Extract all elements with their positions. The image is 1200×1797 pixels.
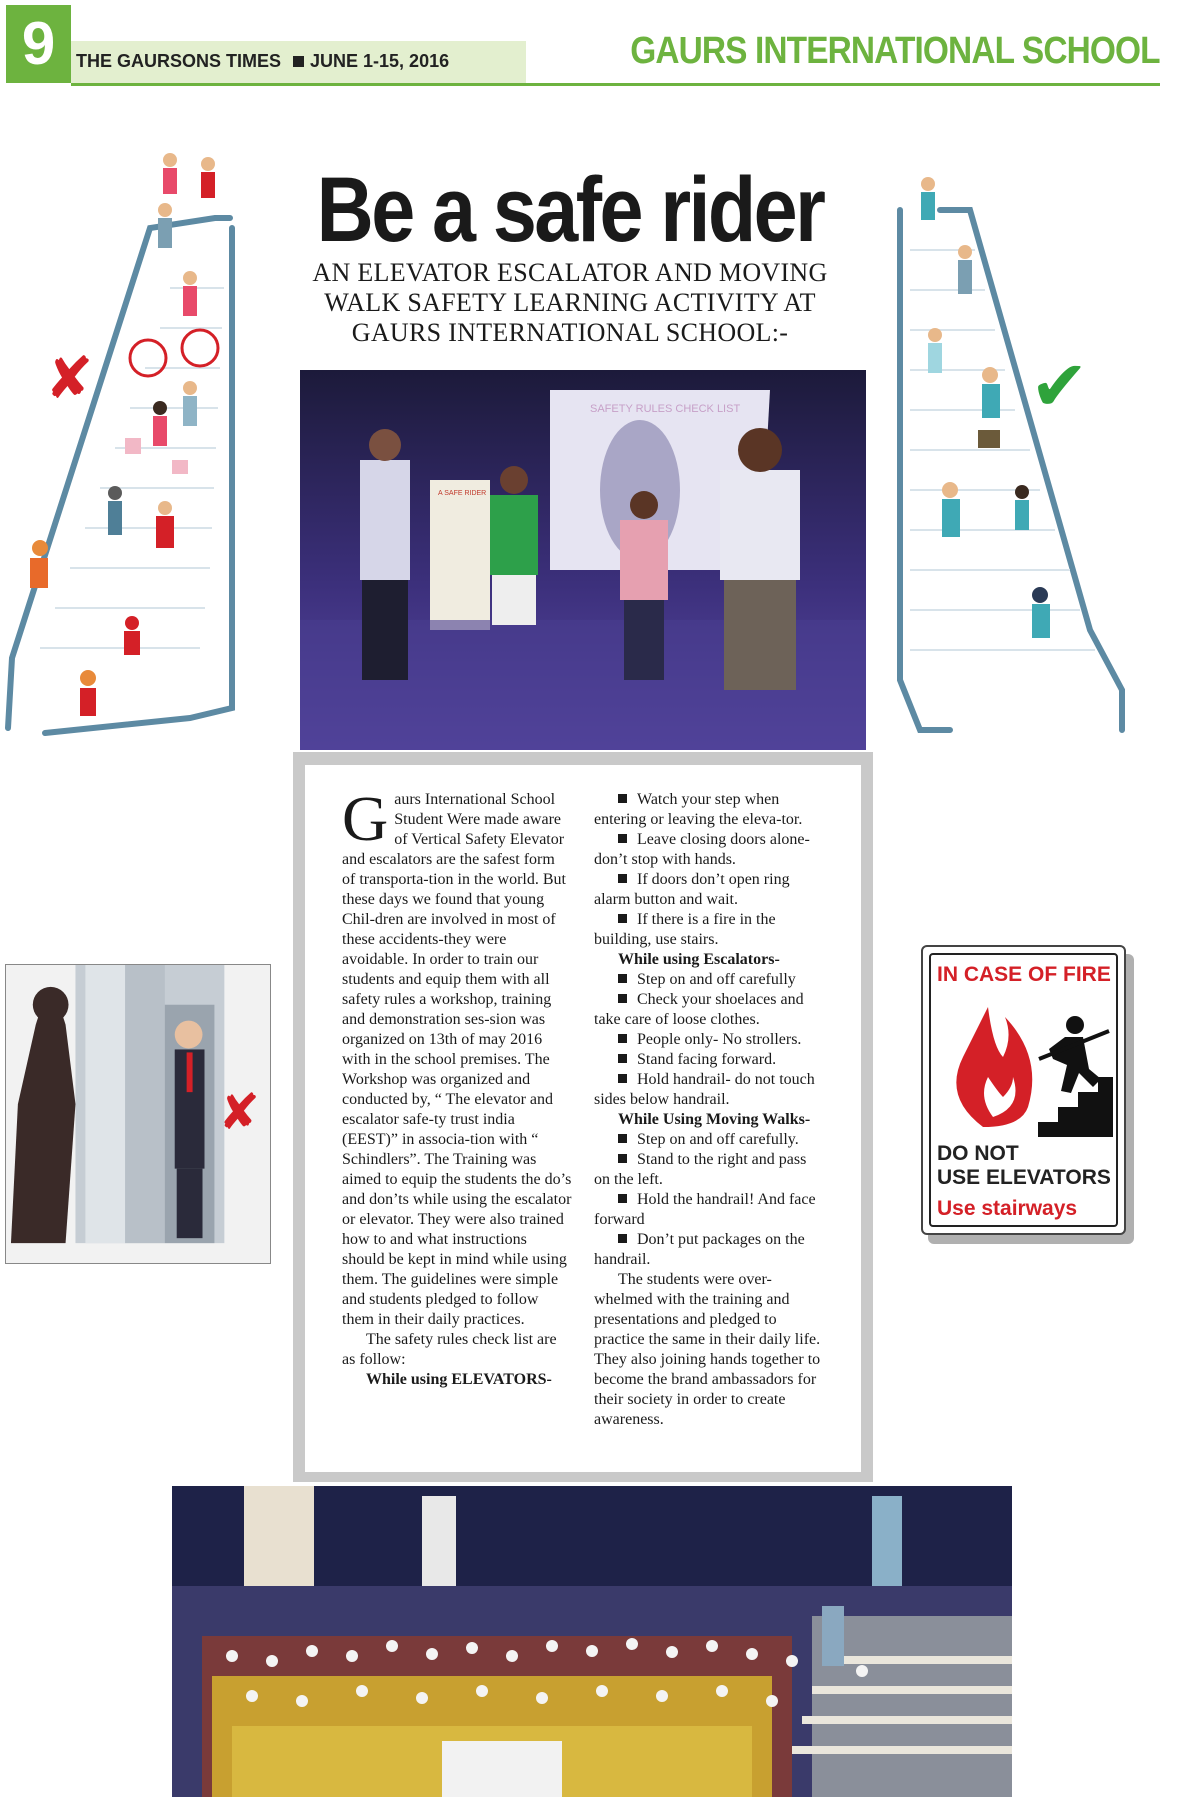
article-subtitle xyxy=(280,258,860,348)
fire-sign-top-text: IN CASE OF FIRE xyxy=(937,963,1111,986)
issue-date: JUNE 1-15, 2016 xyxy=(310,51,450,71)
unsafe-escalator-illustration xyxy=(0,148,245,758)
school-name: GAURS INTERNATIONAL SCHOOL xyxy=(630,30,1160,72)
elevator-door-illustration xyxy=(5,964,271,1264)
header-rule xyxy=(71,83,1160,86)
list-item: Leave closing doors alone-don’t stop with hands. xyxy=(594,830,824,870)
people-figures xyxy=(30,153,218,716)
list-item: Stand to the right and pass on the left. xyxy=(594,1150,824,1190)
publication-line xyxy=(76,51,449,72)
list-item: Hold handrail- do not touch sides below handrail. xyxy=(594,1070,824,1110)
fire-sign-warning xyxy=(937,1142,1111,1190)
check-icon: ✔ xyxy=(1030,345,1089,427)
fire-sign-warning-line-1: DO NOT xyxy=(937,1142,1019,1165)
cross-icon: ✘ xyxy=(45,344,94,412)
list-item: Step on and off carefully. xyxy=(594,1130,824,1150)
intro-paragraph xyxy=(342,783,572,1330)
safe-escalator-illustration xyxy=(890,170,1130,740)
separator-square-icon xyxy=(293,56,304,67)
drop-cap: G xyxy=(342,783,389,854)
list-item: Check your shoelaces and take care of loose clothes. xyxy=(594,990,824,1030)
fire-sign-bottom-text: Use stairways xyxy=(937,1197,1078,1220)
subtitle-line: AN ELEVATOR ESCALATOR AND MOVING xyxy=(312,258,828,287)
fire-safety-sign xyxy=(921,945,1126,1235)
list-item: If doors don’t open ring alarm button and wait. xyxy=(594,870,824,910)
list-item: People only- No strollers. xyxy=(594,1030,824,1050)
students-auditorium-photo xyxy=(172,1486,1012,1797)
intro-text: aurs International School Student Were made aware of Vertical Safety Elevator and escalators are the safest form of transporta-tion in the world. But these days we found that young Chil-dren are involved in most of these accidents-they were avoidable. In order to train our students and equip them with all safety rules a workshop, training and demonstration ses-sion was organized on 13th of may 2016 with in the school premises. The Workshop was organized and conducted by, “ The elevator and escalator safe-ty trust india (EEST)” in associa-tion with “ Schindlers”. The Training was aimed to equip the students the do’s and don’ts while using the escalator or elevator. They were also trained how to and what instructions should be kept in mind while using them. The guidelines were simple and students pledged to follow them in their daily practices. xyxy=(342,791,572,1328)
screen-heading: SAFETY RULES CHECK LIST xyxy=(590,403,741,415)
cross-icon: ✘ xyxy=(218,1082,260,1141)
list-item: Watch your step when entering or leaving the eleva-tor. xyxy=(594,790,824,830)
checklist-intro: The safety rules check list are as follow: xyxy=(342,1331,557,1368)
moving-walks-heading: While Using Moving Walks- xyxy=(618,1111,811,1128)
subtitle-line: WALK SAFETY LEARNING ACTIVITY AT xyxy=(324,288,816,317)
banner-heading: A SAFE RIDER xyxy=(438,490,487,497)
list-item: Don’t put packages on the handrail. xyxy=(594,1230,824,1270)
list-item: Hold the handrail! And face forward xyxy=(594,1190,824,1230)
closing-paragraph: The students were over-whelmed with the training and presentations and pledged to practice the same in their daily life. They also joining hands together to become the brand ambassadors for their society in order to create awareness. xyxy=(594,1271,821,1428)
list-item: If there is a fire in the building, use stairs. xyxy=(594,910,824,950)
workshop-photo xyxy=(300,370,866,750)
article-column-2 xyxy=(594,790,824,1430)
fire-sign-warning-line-2: USE ELEVATORS xyxy=(937,1166,1111,1189)
article-title: Be a safe rider xyxy=(316,159,824,261)
elevators-heading: While using ELEVATORS- xyxy=(366,1371,552,1388)
list-item: Stand facing forward. xyxy=(594,1050,824,1070)
escalators-heading: While using Escalators- xyxy=(618,951,780,968)
fire-and-stairs-icon xyxy=(943,997,1113,1137)
page-number: 9 xyxy=(6,5,71,83)
list-item: Step on and off carefully xyxy=(594,970,824,990)
article-column-1 xyxy=(342,783,572,1390)
subtitle-line: GAURS INTERNATIONAL SCHOOL:- xyxy=(351,318,789,347)
publication-name: THE GAURSONS TIMES xyxy=(76,51,282,71)
